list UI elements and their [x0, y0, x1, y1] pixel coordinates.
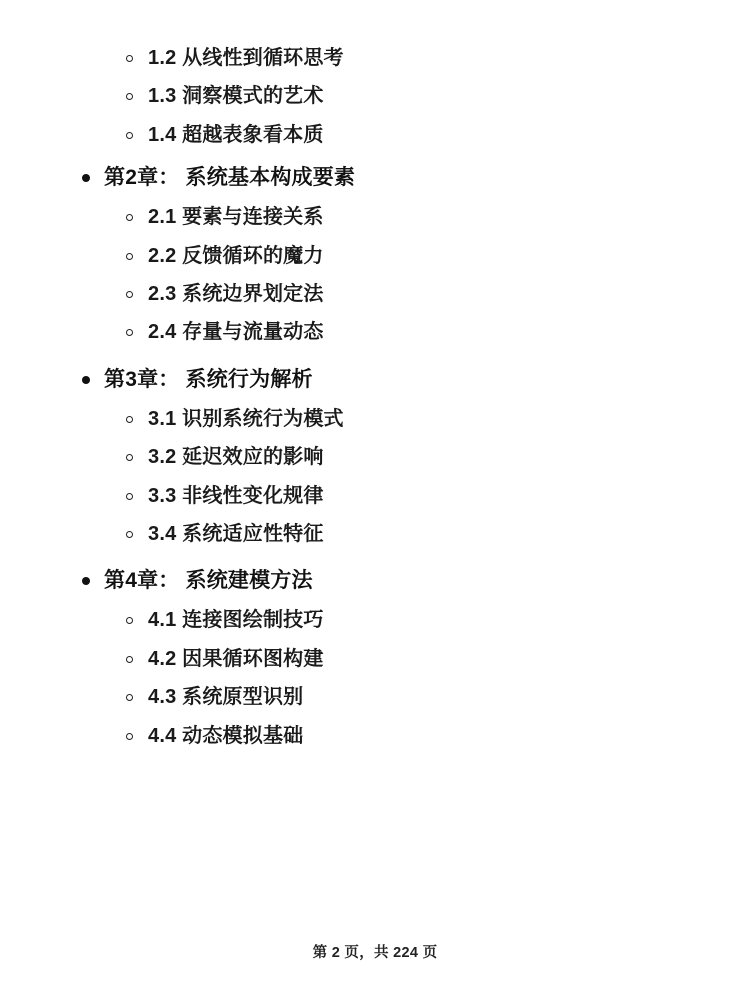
toc-section-item[interactable]: 3.3 非线性变化规律 [60, 480, 690, 512]
toc-section-list [60, 604, 690, 752]
toc-block-3 [60, 564, 690, 752]
toc-section-item[interactable]: 4.4 动态模拟基础 [60, 720, 690, 752]
toc-section-item[interactable]: 1.2 从线性到循环思考 [60, 42, 690, 74]
toc-section-item[interactable]: 4.1 连接图绘制技巧 [60, 604, 690, 636]
page-number-label: 第 2 页，共 224 页 [312, 945, 438, 961]
toc-section-item[interactable]: 3.4 系统适应性特征 [60, 518, 690, 550]
toc-section-item[interactable]: 4.3 系统原型识别 [60, 681, 690, 713]
toc-chapter-item[interactable]: 第3章： 系统行为解析 [60, 363, 690, 397]
toc-section-list [60, 201, 690, 349]
toc-section-item[interactable]: 1.4 超越表象看本质 [60, 119, 690, 151]
toc-block-0 [60, 42, 690, 151]
toc-section-item[interactable]: 2.4 存量与流量动态 [60, 316, 690, 348]
toc-section-item[interactable]: 2.3 系统边界划定法 [60, 278, 690, 310]
page-footer [0, 941, 750, 962]
toc-chapter-item[interactable]: 第4章： 系统建模方法 [60, 564, 690, 598]
toc-section-item[interactable]: 2.1 要素与连接关系 [60, 201, 690, 233]
toc-section-item[interactable]: 2.2 反馈循环的魔力 [60, 240, 690, 272]
toc-block-2 [60, 363, 690, 551]
toc-block-1 [60, 161, 690, 349]
toc-section-list [60, 403, 690, 551]
toc-section-list [60, 42, 690, 151]
toc-section-item[interactable]: 1.3 洞察模式的艺术 [60, 80, 690, 112]
toc-chapter-item[interactable]: 第2章： 系统基本构成要素 [60, 161, 690, 195]
toc-section-item[interactable]: 4.2 因果循环图构建 [60, 643, 690, 675]
toc-section-item[interactable]: 3.2 延迟效应的影响 [60, 441, 690, 473]
toc-section-item[interactable]: 3.1 识别系统行为模式 [60, 403, 690, 435]
